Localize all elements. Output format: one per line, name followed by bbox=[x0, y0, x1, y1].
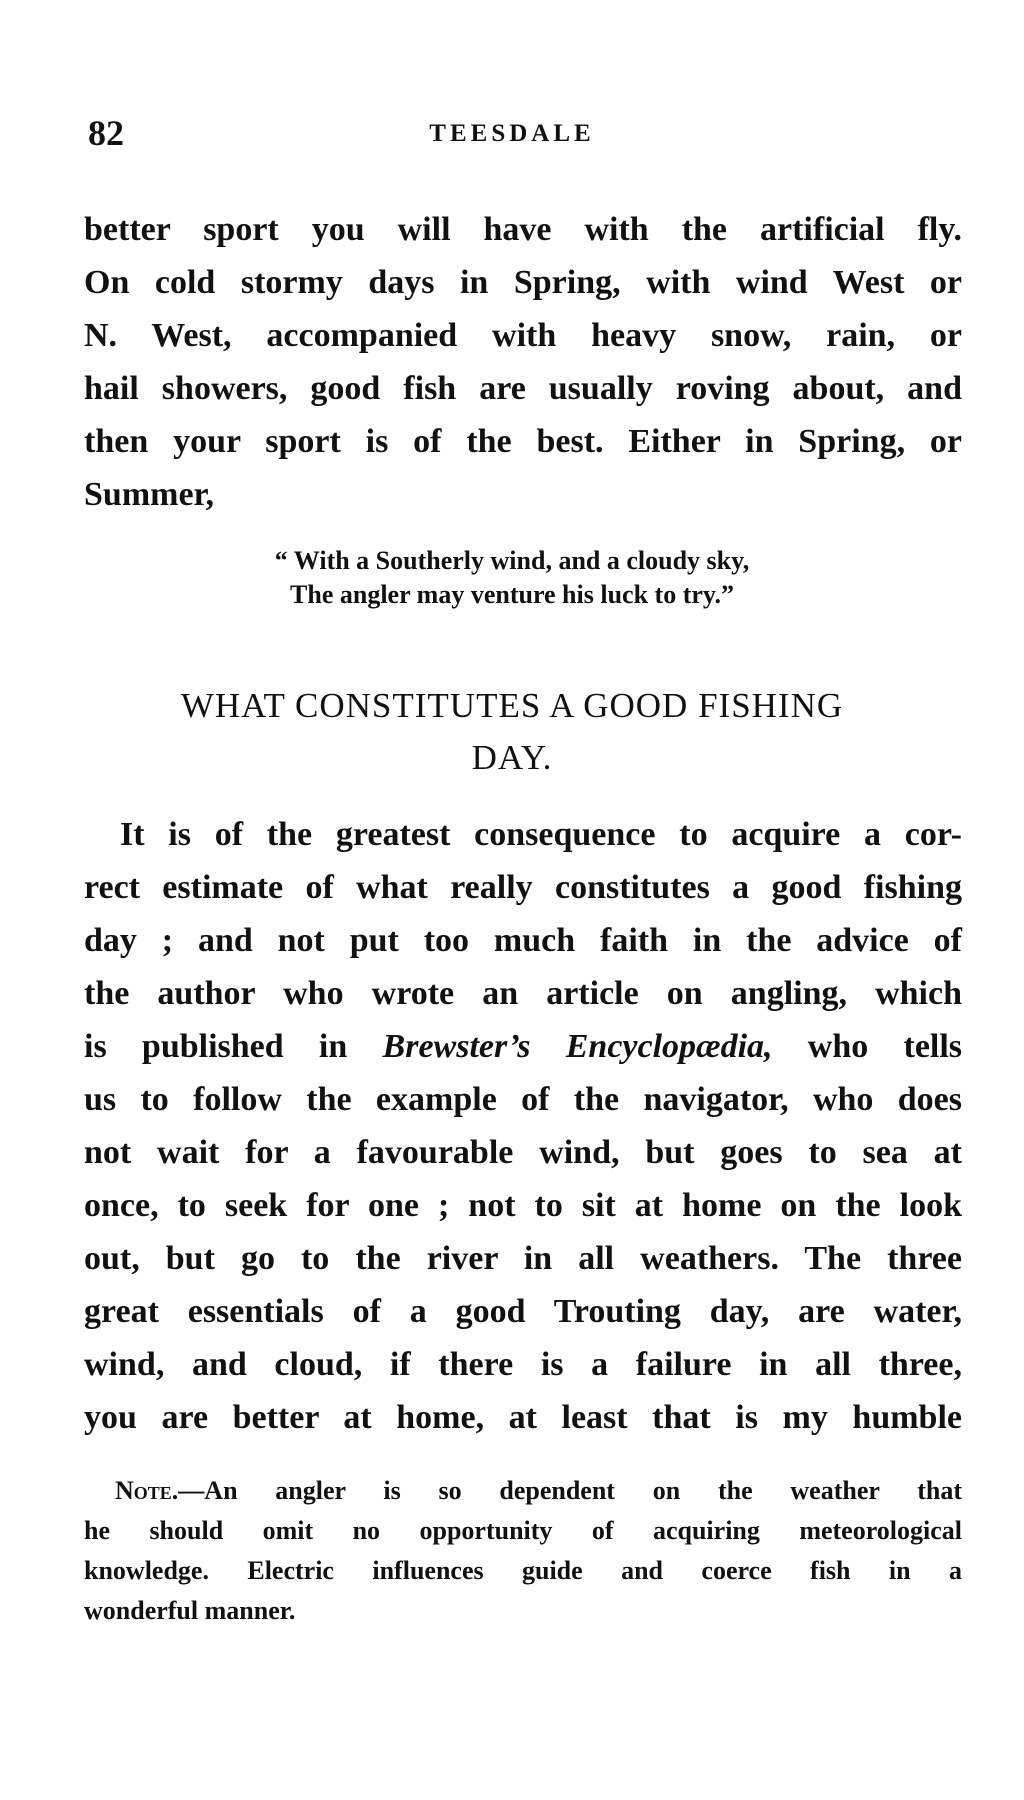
footnote-label: Note. bbox=[115, 1476, 179, 1505]
text: —An angler is so dependent on the weather that bbox=[178, 1476, 962, 1505]
text-line: you are better at home, at least that is my humble bbox=[84, 1399, 962, 1436]
footnote-line bbox=[115, 1475, 962, 1507]
text-line: day ; and not put too much faith in the advice of bbox=[84, 922, 962, 959]
verse-line: “ With a Southerly wind, and a cloudy sky, bbox=[274, 546, 750, 575]
running-title: TEESDALE bbox=[429, 120, 595, 147]
text-line: better sport you will have with the artificial fly. bbox=[84, 211, 962, 248]
text-line: not wait for a favourable wind, but goes to sea at bbox=[84, 1134, 962, 1171]
page-number: 82 bbox=[88, 113, 124, 153]
text-line: N. West, accompanied with heavy snow, rain, or bbox=[84, 317, 962, 354]
text: is published in bbox=[84, 1028, 348, 1065]
text-line: the author who wrote an article on angling, which bbox=[84, 975, 962, 1012]
text-line: once, to seek for one ; not to sit at home on the look bbox=[84, 1187, 962, 1224]
verse-line: The angler may venture his luck to try.” bbox=[290, 580, 734, 609]
text-line: It is of the greatest consequence to acquire a cor- bbox=[120, 816, 962, 853]
footnote-line: knowledge. Electric influences guide and coerce fish in a bbox=[84, 1556, 962, 1585]
text-line: hail showers, good fish are usually roving about, and bbox=[84, 370, 962, 407]
text-line: then your sport is of the best. Either in Spring, or bbox=[84, 423, 962, 460]
text-line: out, but go to the river in all weathers. The three bbox=[84, 1240, 962, 1277]
section-heading: WHAT CONSTITUTES A GOOD FISHING bbox=[180, 686, 844, 725]
text-line: great essentials of a good Trouting day, are water, bbox=[84, 1293, 962, 1330]
italic-title: Brewster’s Encyclopædia, bbox=[382, 1028, 773, 1065]
text-line: On cold stormy days in Spring, with wind West or bbox=[84, 264, 962, 301]
text-line: rect estimate of what really constitutes a good fishing bbox=[84, 869, 962, 906]
footnote-line: he should omit no opportunity of acquiring meteorological bbox=[84, 1516, 962, 1545]
text-line: us to follow the example of the navigator, who does bbox=[84, 1081, 962, 1118]
footnote-line: wonderful manner. bbox=[84, 1596, 296, 1625]
text-line: Summer, bbox=[84, 476, 215, 513]
text: who tells bbox=[807, 1028, 963, 1065]
section-heading-cont: DAY. bbox=[471, 738, 553, 777]
text-line bbox=[84, 1027, 962, 1067]
text-line: wind, and cloud, if there is a failure in all three, bbox=[84, 1346, 962, 1383]
